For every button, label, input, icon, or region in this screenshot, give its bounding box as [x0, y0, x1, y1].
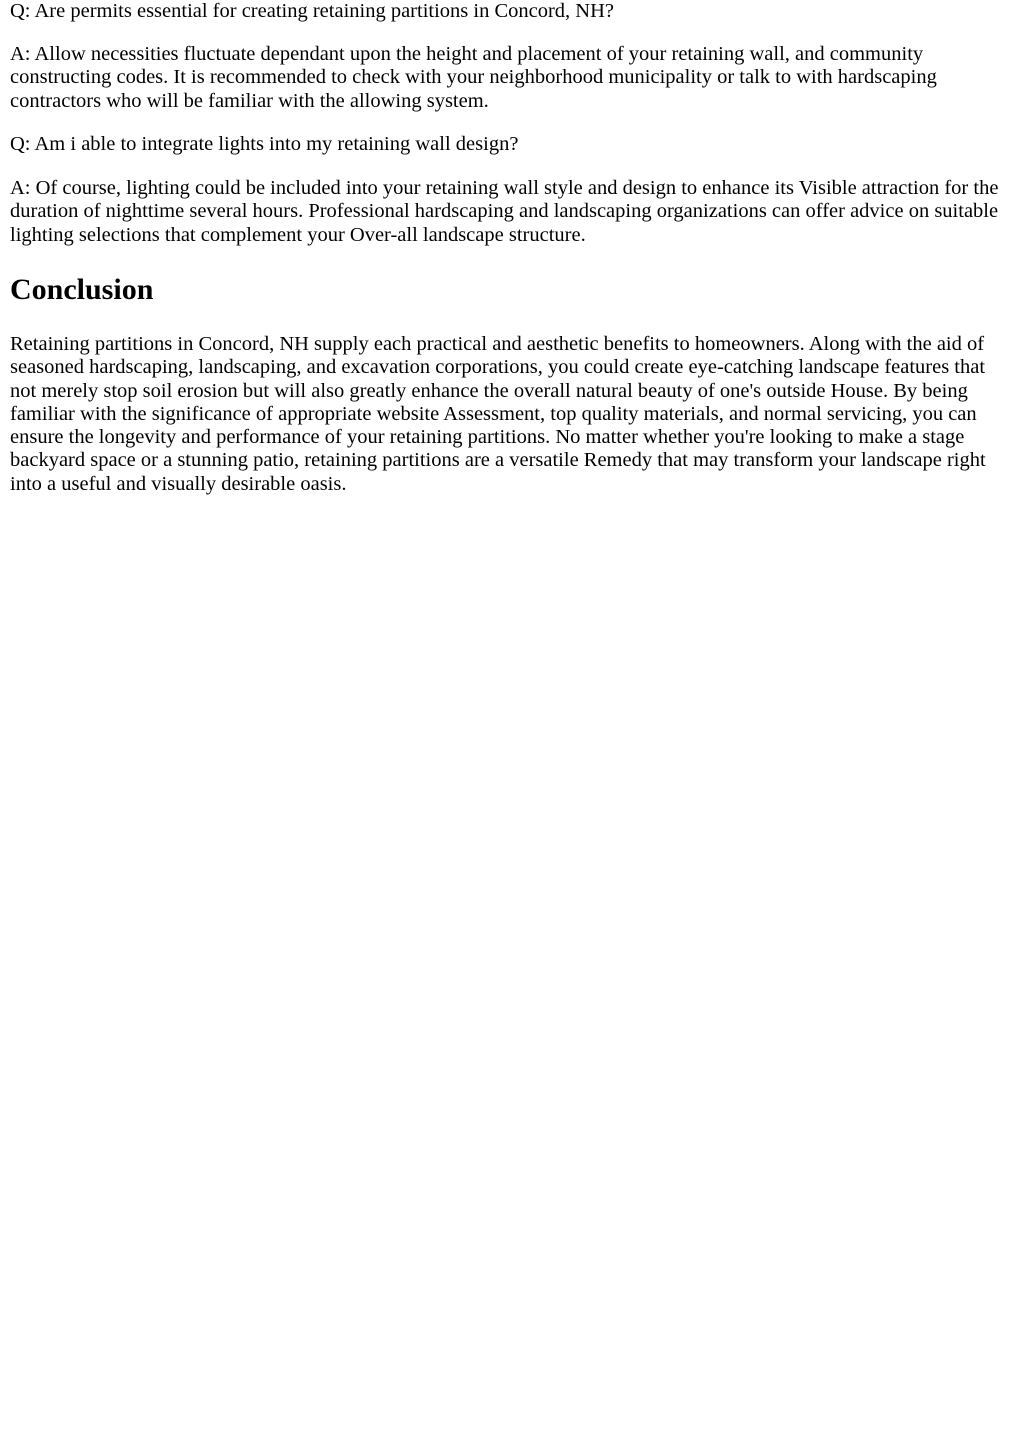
faq-question-permits: Q: Are permits essential for creating retaining partitions in Concord, NH?	[10, 0, 615, 22]
faq-question-lights: Q: Am i able to integrate lights into my retaining wall design?	[10, 133, 519, 155]
conclusion-paragraph: Retaining partitions in Concord, NH supply each practical and aesthetic benefits to homeowners. Along with the aid of seasoned hardscaping, landscaping, and excavation corporations, you could create eye-catching landscape features that not merely stop soil erosion but will also greatly enhance the overall natural beauty of one's outside House. By being familiar with the significance of appropriate website Assessment, top quality materials, and normal servicing, you can ensure the longevity and performance of your retaining partitions. No matter whether you're looking to make a stage backyard space or a stunning patio, retaining partitions are a versatile Remedy that may transform your landscape right into a useful and visually desirable oasis.	[10, 333, 986, 495]
faq-answer-permits: A: Allow necessities fluctuate dependant upon the height and placement of your retaining wall, and community constructing codes. It is recommended to check with your neighborhood municipality or talk to with hardscaping contractors who will be familiar with the allowing system.	[10, 43, 937, 112]
conclusion-heading: Conclusion	[10, 273, 154, 306]
faq-answer-lights: A: Of course, lighting could be included into your retaining wall style and design to enhance its Visible attraction for the duration of nighttime several hours. Professional hardscaping and landscaping organizations can offer advice on suitable lighting selections that complement your Over-all landscape structure.	[10, 177, 999, 246]
